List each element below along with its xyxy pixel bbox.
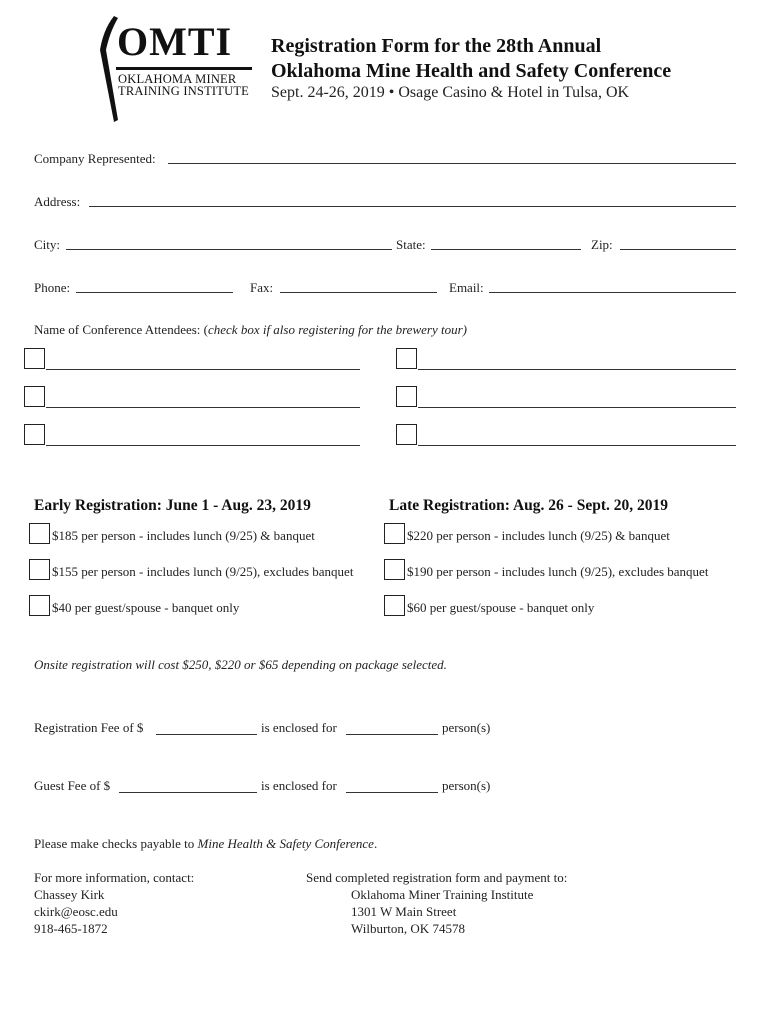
zip-field[interactable]: [620, 249, 736, 250]
attendee-name-field[interactable]: [46, 445, 360, 446]
checks-payee: Mine Health & Safety Conference: [197, 836, 374, 851]
early-option-label: $40 per guest/spouse - banquet only: [52, 600, 240, 615]
early-option-label: $185 per person - includes lunch (9/25) & banquet: [52, 528, 315, 543]
company-field[interactable]: [168, 163, 736, 164]
brewery-tour-checkbox[interactable]: [24, 424, 45, 445]
contact-phone: 918-465-1872: [34, 921, 108, 936]
city-label: City:: [34, 237, 61, 252]
attendee-name-field[interactable]: [46, 369, 360, 370]
attendees-label-text: Name of Conference Attendees: (: [34, 322, 208, 337]
phone-field[interactable]: [76, 292, 233, 293]
brewery-tour-checkbox[interactable]: [24, 348, 45, 369]
late-option-checkbox[interactable]: [384, 523, 405, 544]
form-title-line2: Oklahoma Mine Health and Safety Conference: [271, 60, 672, 82]
send-to-heading: Send completed registration form and payment to:: [306, 870, 568, 885]
attendee-name-field[interactable]: [418, 407, 736, 408]
attendee-name-field[interactable]: [418, 369, 736, 370]
address-field[interactable]: [89, 206, 736, 207]
registration-persons-field[interactable]: [346, 734, 438, 735]
city-field[interactable]: [66, 249, 392, 250]
checks-payable-note: [34, 836, 377, 852]
fax-label: Fax:: [250, 280, 274, 295]
logo-name-line1: OKLAHOMA MINER: [118, 72, 237, 86]
state-label: State:: [396, 237, 426, 252]
send-to-city: Wilburton, OK 74578: [351, 921, 465, 936]
registration-fee-label: Registration Fee of $: [34, 720, 144, 735]
registration-persons-label: person(s): [442, 720, 491, 735]
late-option-label: $220 per person - includes lunch (9/25) & banquet: [407, 528, 670, 543]
guest-persons-field[interactable]: [346, 792, 438, 793]
late-option-label: $60 per guest/spouse - banquet only: [407, 600, 595, 615]
registration-fee-amount-field[interactable]: [156, 734, 257, 735]
email-field[interactable]: [489, 292, 736, 293]
attendees-label: [34, 322, 467, 338]
fax-field[interactable]: [280, 292, 437, 293]
guest-fee-label: Guest Fee of $: [34, 778, 111, 793]
company-label: Company Represented:: [34, 151, 156, 166]
checks-prefix: Please make checks payable to: [34, 836, 198, 851]
brewery-tour-checkbox[interactable]: [396, 386, 417, 407]
early-option-checkbox[interactable]: [29, 559, 50, 580]
onsite-registration-note: Onsite registration will cost $250, $220 or $65 depending on package selected.: [34, 657, 447, 672]
late-registration-heading: Late Registration: Aug. 26 - Sept. 20, 2019: [389, 497, 668, 514]
brewery-tour-checkbox[interactable]: [24, 386, 45, 407]
attendee-name-field[interactable]: [46, 407, 360, 408]
late-option-checkbox[interactable]: [384, 559, 405, 580]
late-option-label: $190 per person - includes lunch (9/25), excludes banquet: [407, 564, 709, 579]
zip-label: Zip:: [591, 237, 613, 252]
early-registration-heading: Early Registration: June 1 - Aug. 23, 2019: [34, 497, 311, 514]
send-to-street: 1301 W Main Street: [351, 904, 457, 919]
address-label: Address:: [34, 194, 81, 209]
form-title-line1: Registration Form for the 28th Annual: [271, 35, 602, 57]
early-option-checkbox[interactable]: [29, 595, 50, 616]
brewery-tour-checkbox[interactable]: [396, 424, 417, 445]
contact-heading: For more information, contact:: [34, 870, 195, 885]
logo-abbreviation: OMTI: [117, 19, 233, 64]
attendee-name-field[interactable]: [418, 445, 736, 446]
brewery-tour-checkbox[interactable]: [396, 348, 417, 369]
logo-name-line2: TRAINING INSTITUTE: [118, 84, 250, 98]
event-date-location: Sept. 24-26, 2019 • Osage Casino & Hotel in Tulsa, OK: [271, 84, 630, 101]
send-to-org: Oklahoma Miner Training Institute: [351, 887, 534, 902]
registration-enclosed-label: is enclosed for: [261, 720, 337, 735]
guest-persons-label: person(s): [442, 778, 491, 793]
email-label: Email:: [449, 280, 484, 295]
early-option-label: $155 per person - includes lunch (9/25), excludes banquet: [52, 564, 354, 579]
phone-label: Phone:: [34, 280, 71, 295]
late-option-checkbox[interactable]: [384, 595, 405, 616]
contact-name: Chassey Kirk: [34, 887, 105, 902]
attendees-label-note: check box if also registering for the brewery tour): [207, 322, 467, 337]
early-option-checkbox[interactable]: [29, 523, 50, 544]
state-field[interactable]: [431, 249, 581, 250]
guest-enclosed-label: is enclosed for: [261, 778, 337, 793]
contact-email: ckirk@eosc.edu: [34, 904, 118, 919]
checks-suffix: .: [373, 836, 378, 851]
guest-fee-amount-field[interactable]: [119, 792, 257, 793]
